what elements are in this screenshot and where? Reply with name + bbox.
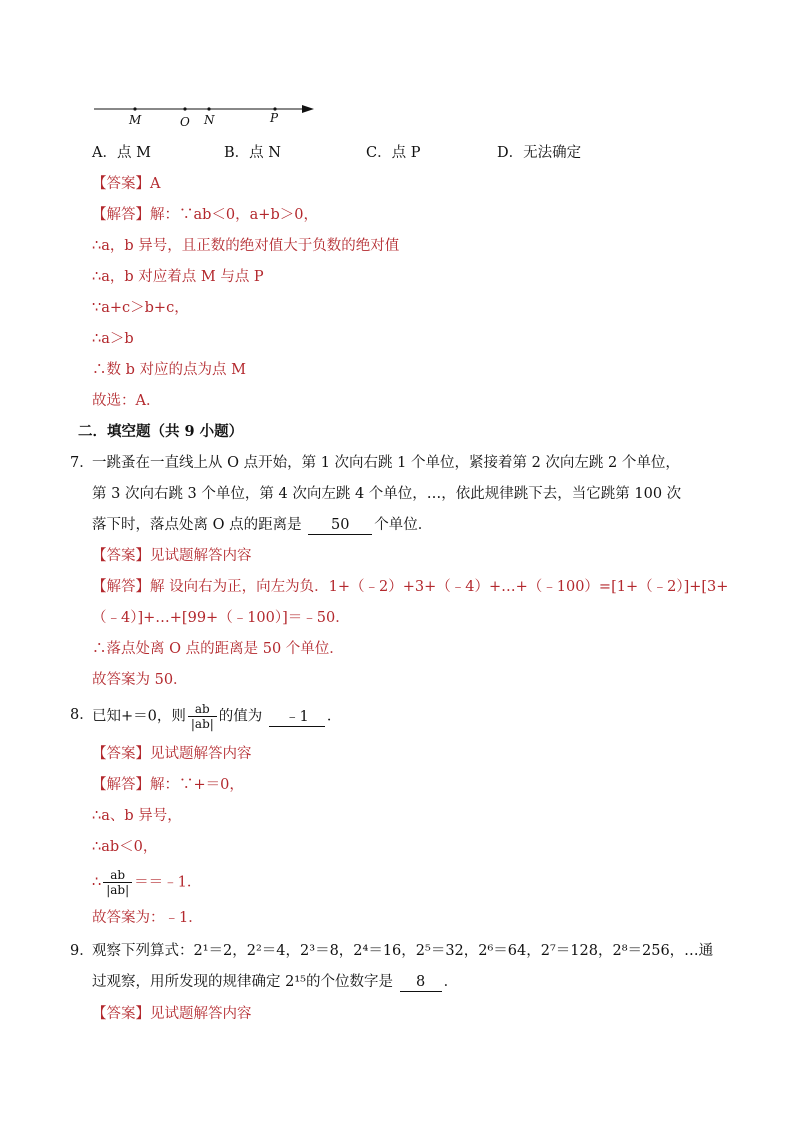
q7-answer [92, 545, 252, 567]
q8-question [92, 702, 341, 731]
q7-number: 7． [70, 455, 94, 471]
q8-text-mid: 的值为 [218, 708, 263, 725]
point-m-dot [133, 107, 136, 110]
point-o-dot [183, 107, 186, 110]
q6-solution-1 [92, 204, 318, 226]
q8-solution-fraction [103, 868, 132, 897]
q8-text: 已知+＝0，则 [92, 708, 186, 725]
q7-line-3-tail: 个单位． [374, 517, 433, 533]
fraction-numerator: ab [188, 702, 217, 717]
q9-line-1: 观察下列算式：2¹＝2，2²＝4，2³＝8，2⁴＝16，2⁵＝32，2⁶＝64，2⁷＝128，2⁸＝256，…通 [92, 943, 714, 959]
q7-final: 故答案为 50． [92, 672, 188, 688]
q6-answer [92, 173, 160, 195]
q8-solution-1 [92, 774, 244, 796]
solution-tag: 【解答】 [92, 579, 150, 595]
answer-tag: 【答案】 [92, 548, 150, 564]
q8-text-tail: ． [326, 708, 342, 725]
point-o-label: O [180, 115, 190, 129]
q6-solution-2: ∴a，b 异号，且正数的绝对值大于负数的绝对值 [92, 238, 400, 254]
point-n-dot [207, 107, 210, 110]
q6-solution-4: ∵a+c＞b+c， [92, 300, 189, 316]
answer-tag: 【答案】 [92, 746, 150, 762]
q7-solution-1 [92, 576, 728, 598]
solution-tag: 【解答】 [92, 777, 150, 793]
q7-solution-2: （﹣4）]+…+[99+（﹣100）]＝﹣50． [92, 610, 350, 626]
option-a: A．点 M [92, 145, 151, 161]
q6-solution-3: ∴a，b 对应着点 M 与点 P [92, 269, 264, 285]
solution-text: 解 设向右为正，向左为负．1+（﹣2）+3+（﹣4）+…+（﹣100）=[1+（﹣2）]+[3+ [150, 579, 729, 595]
solution-text: 解：∵+＝0， [150, 777, 244, 793]
answer-tag: 【答案】 [92, 176, 150, 192]
solution-text: 解：∵ab＜0，a+b＞0， [150, 207, 318, 223]
answer-value: A [150, 176, 161, 192]
q7-line-3-text: 落下时，落点处离 O 点的距离是 [92, 517, 302, 533]
q8-number: 8． [70, 707, 94, 723]
option-b: B．点 N [224, 145, 281, 161]
q9-answer [92, 1003, 252, 1025]
q9-line-2-tail: ． [443, 974, 459, 990]
q7-line-3 [92, 514, 432, 536]
answer-tag: 【答案】 [92, 1006, 150, 1022]
q8-solution-3: ∴ab＜0， [92, 839, 158, 855]
point-m-label: M [129, 113, 142, 127]
q7-solution-3: ∴落点处离 O 点的距离是 50 个单位． [92, 641, 344, 657]
fraction-numerator: ab [103, 868, 132, 883]
answer-value: 见试题解答内容 [150, 548, 252, 564]
option-d: D．无法确定 [497, 145, 582, 161]
q8-solution-4 [92, 868, 201, 897]
q8-blank: ﹣1 [269, 708, 325, 727]
q9-line-2 [92, 971, 458, 993]
q6-solution-5: ∴a＞b [92, 331, 134, 347]
q9-blank: 8 [400, 973, 442, 992]
fraction-denominator: |ab| [190, 717, 214, 731]
answer-value: 见试题解答内容 [150, 1006, 252, 1022]
solution-tag: 【解答】 [92, 207, 150, 223]
q9-number: 9． [70, 943, 94, 959]
q8-answer [92, 743, 252, 765]
q8-solution-2: ∴a、b 异号， [92, 808, 182, 824]
q6-final: 故选：A． [92, 393, 161, 409]
answer-value: 见试题解答内容 [150, 746, 252, 762]
q8-final: 故答案为：﹣1． [92, 910, 203, 926]
q9-line-2-text: 过观察，用所发现的规律确定 2¹⁵的个位数字是 [92, 974, 393, 990]
q8-fraction [188, 702, 217, 731]
point-n-label: N [204, 113, 215, 127]
solution-text: ∴ [92, 874, 102, 891]
solution-text-tail: ＝＝﹣1． [134, 874, 202, 891]
q7-line-2: 第 3 次向右跳 3 个单位，第 4 次向左跳 4 个单位，…，依此规律跳下去，当它跳第 100 次 [92, 486, 682, 502]
q7-line-1: 一跳蚤在一直线上从 O 点开始，第 1 次向右跳 1 个单位，紧接着第 2 次向左跳 2 个单位， [92, 455, 680, 471]
point-p-label: P [270, 111, 279, 125]
q7-blank: 50 [308, 516, 372, 535]
fraction-denominator: |ab| [106, 883, 130, 897]
q6-solution-6: ∴数 b 对应的点为点 M [92, 362, 246, 378]
option-c: C．点 P [366, 145, 421, 161]
section-title: 二．填空题（共 9 小题） [78, 423, 244, 440]
